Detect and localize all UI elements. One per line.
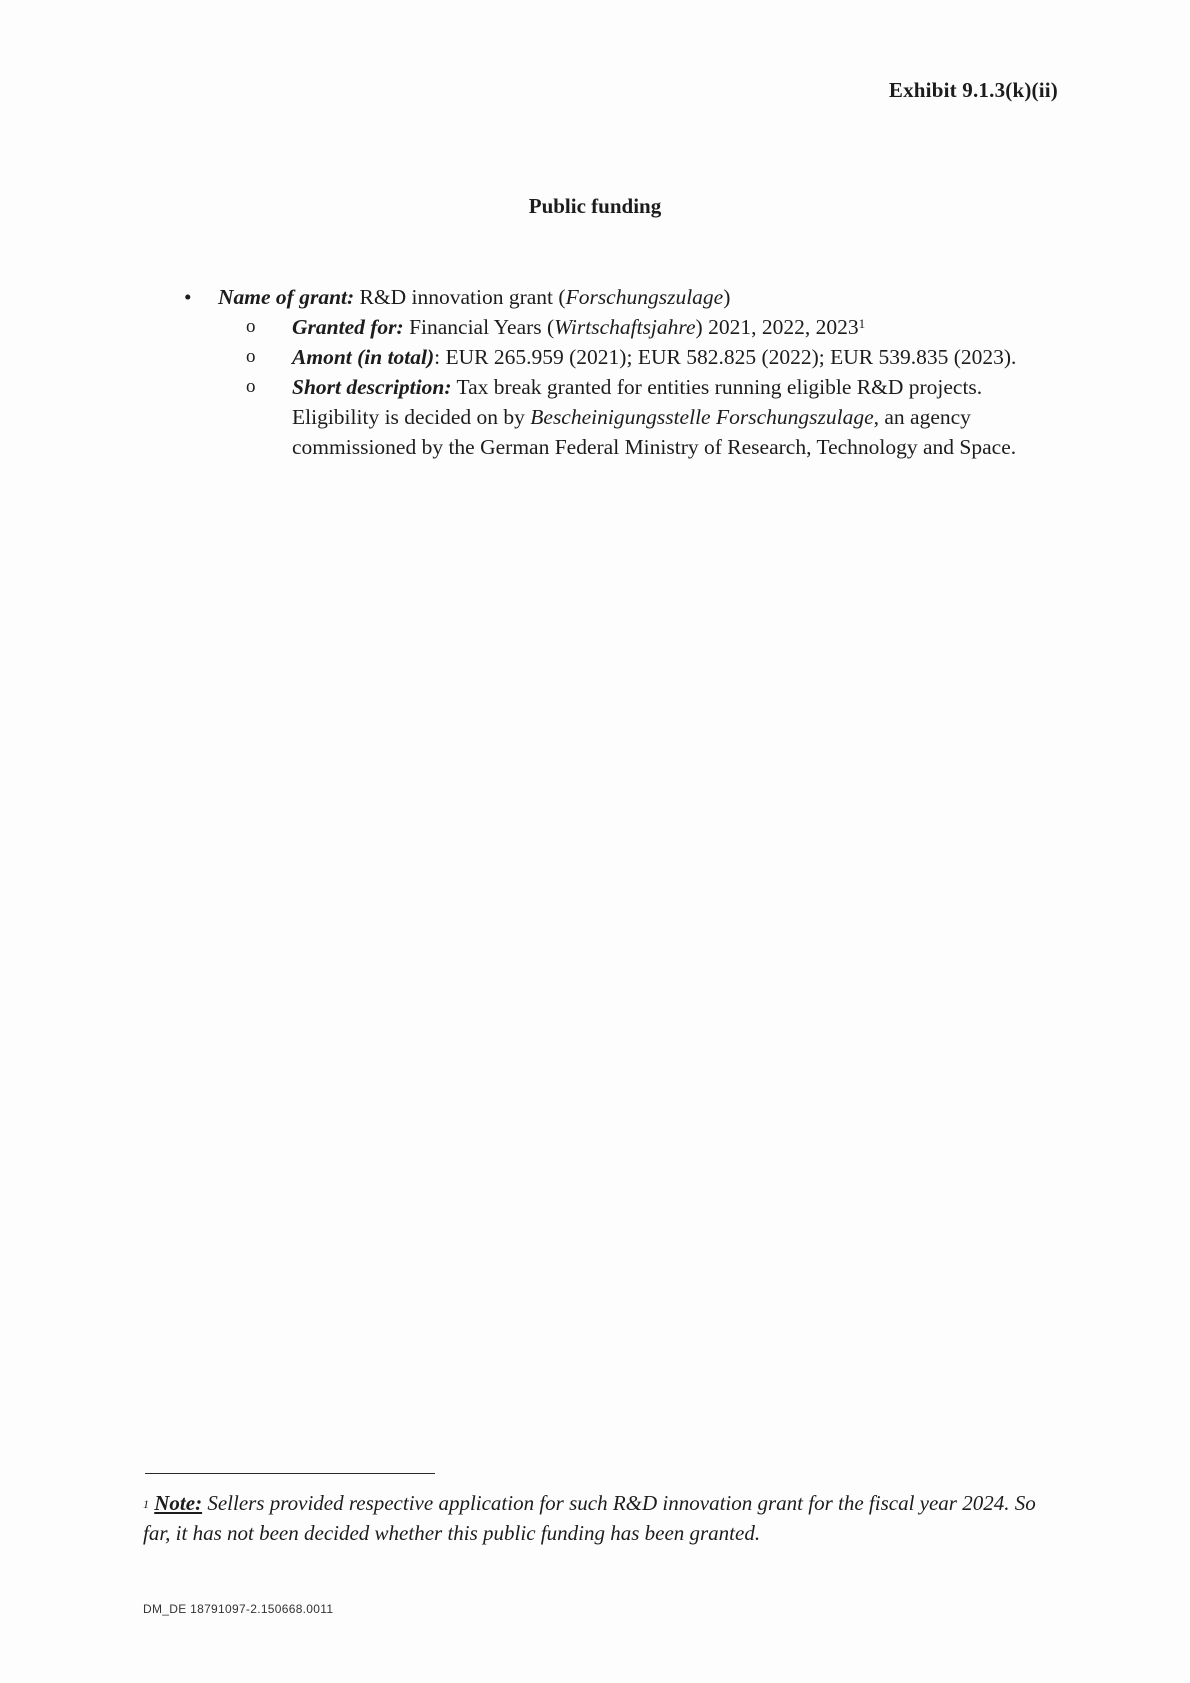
description-item: [246, 372, 1048, 462]
footnote-text: Sellers provided respective application for such R&D innovation grant for the fiscal year 2024. So far, it has not been decided whether this public funding has been granted.: [143, 1491, 1036, 1545]
grant-name-value: R&D innovation grant (: [354, 285, 566, 309]
footnote-note-label: Note:: [154, 1491, 203, 1515]
footnote-reference: 1: [858, 316, 866, 331]
granted-for-label: Granted for:: [292, 315, 404, 339]
footnote: [143, 1488, 1048, 1548]
document-reference: DM_DE 18791097-2.150668.0011: [143, 1602, 334, 1616]
exhibit-number: Exhibit 9.1.3(k)(ii): [888, 78, 1058, 102]
footnote-marker: 1: [143, 1497, 149, 1511]
granted-for-value: Financial Years (: [403, 315, 555, 339]
granted-for-german: Wirtschaftsjahre: [554, 315, 696, 339]
amount-item: [246, 342, 1048, 372]
grant-details: [178, 312, 1048, 462]
grant-list: [178, 282, 1048, 462]
bullet-icon: •: [184, 285, 192, 309]
circle-bullet-icon: o: [246, 346, 256, 367]
grant-name-german: Forschungszulage: [565, 285, 724, 309]
granted-for-years: ) 2021, 2022, 2023: [695, 315, 859, 339]
footnote-divider: [145, 1473, 435, 1474]
description-label: Short description:: [292, 375, 452, 399]
circle-bullet-icon: o: [246, 376, 256, 397]
amount-value: : EUR 265.959 (2021); EUR 582.825 (2022); EUR 539.835 (2023).: [434, 345, 1017, 369]
granted-for-item: [246, 312, 1048, 342]
grant-name-label: Name of grant:: [218, 285, 355, 309]
description-value-end: , an agency commissioned by the German Federal Ministry of Research, Technology and Space.: [292, 405, 1017, 459]
description-value: Tax break granted for entities running eligible R&D projects. Eligibility is decided on by: [292, 375, 983, 429]
amount-label: Amont (in total): [292, 345, 435, 369]
circle-bullet-icon: o: [246, 316, 256, 337]
grant-item: [178, 282, 1048, 312]
grant-name-end: ): [723, 285, 731, 309]
page-title: Public funding: [528, 194, 662, 218]
description-agency: Bescheinigungsstelle Forschungszulage: [530, 405, 874, 429]
